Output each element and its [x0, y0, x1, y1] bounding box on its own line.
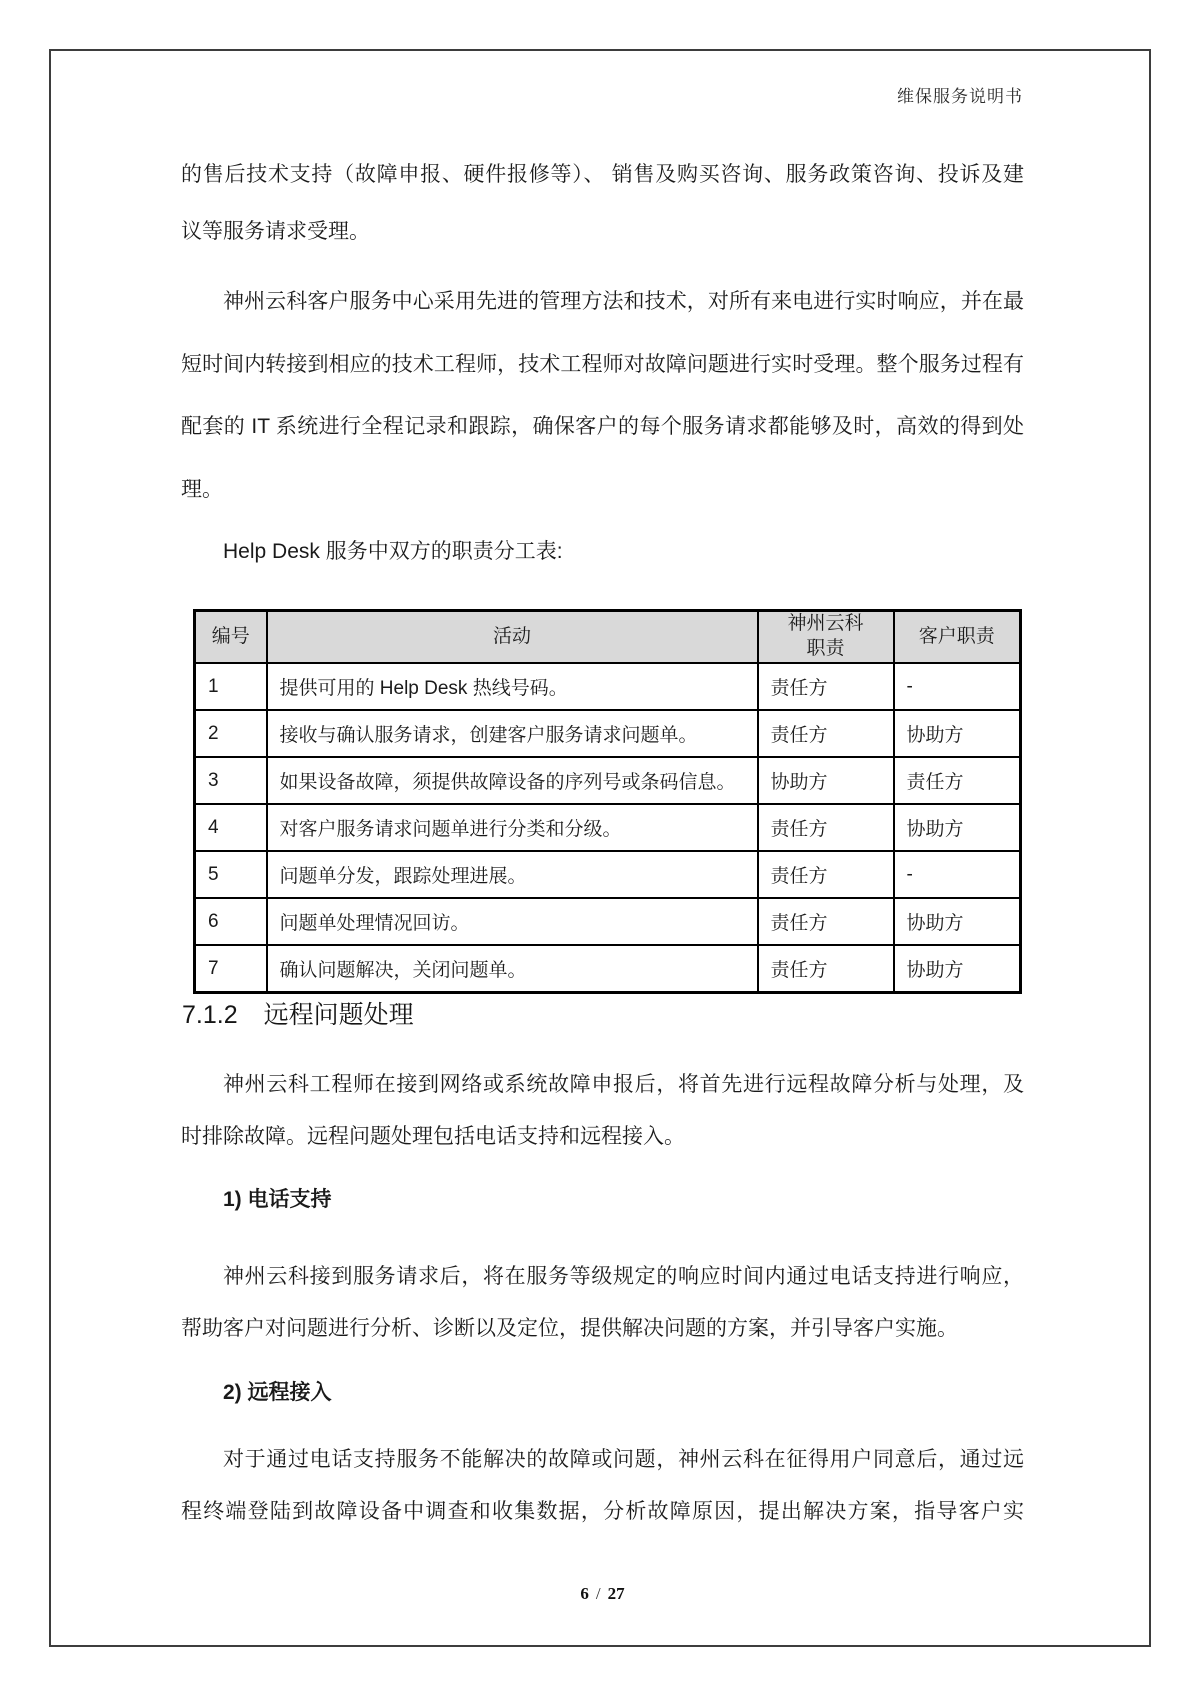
header-cell-customer: 客户职责 [894, 611, 1021, 664]
paragraph-2-line-4: 理。 [181, 478, 223, 501]
cell-vendor-role: 协助方 [758, 757, 894, 804]
page-total: 27 [607, 1584, 625, 1603]
header-cell-no: 编号 [195, 611, 267, 664]
paragraph-3-line-2: 时排除故障。远程问题处理包括电话支持和远程接入。 [181, 1125, 685, 1148]
paragraph-5-line-2: 程终端登陆到故障设备中调查和收集数据，分析故障原因，提出解决方案，指导客户实 [181, 1500, 1024, 1523]
cell-customer-role: 责任方 [894, 757, 1021, 804]
paragraph-2-line-1: 神州云科客户服务中心采用先进的管理方法和技术，对所有来电进行实时响应，并在最 [223, 290, 1024, 313]
header-cell-activity: 活动 [267, 611, 758, 664]
paragraph-1-line-2: 议等服务请求受理。 [181, 220, 370, 243]
table-row [195, 945, 1021, 993]
running-header-title: 维保服务说明书 [897, 87, 1023, 106]
table-row [195, 804, 1021, 851]
content-area [181, 0, 1024, 1698]
paragraph-4-line-1: 神州云科接到服务请求后，将在服务等级规定的响应时间内通过电话支持进行响应， [223, 1265, 1024, 1288]
header-cell-vendor [758, 611, 894, 664]
page-number-separator: / [595, 1584, 601, 1603]
cell-customer-role: 协助方 [894, 710, 1021, 757]
cell-activity: 问题单处理情况回访。 [267, 898, 758, 945]
header-cell-vendor-text: 神州云科职责 [787, 613, 864, 659]
cell-no: 6 [195, 898, 267, 945]
paragraph-1-line-1: 的售后技术支持（故障申报、硬件报修等）、 销售及购买咨询、服务政策咨询、投诉及建 [181, 163, 1024, 186]
subheading-remote-access: 2) 远程接入 [223, 1381, 332, 1404]
cell-activity: 问题单分发，跟踪处理进展。 [267, 851, 758, 898]
cell-vendor-role: 责任方 [758, 804, 894, 851]
table-header-row [195, 611, 1021, 664]
table-row [195, 898, 1021, 945]
section-number: 7.1.2 [182, 1001, 238, 1029]
cell-customer-role: - [894, 663, 1021, 710]
cell-no: 7 [195, 945, 267, 993]
page-footer [181, 1584, 1024, 1604]
cell-no: 1 [195, 663, 267, 710]
cell-activity: 接收与确认服务请求，创建客户服务请求问题单。 [267, 710, 758, 757]
cell-no: 4 [195, 804, 267, 851]
cell-vendor-role: 责任方 [758, 710, 894, 757]
cell-no: 2 [195, 710, 267, 757]
paragraph-2-line-3: 配套的 IT 系统进行全程记录和跟踪，确保客户的每个服务请求都能够及时，高效的得到处 [181, 415, 1024, 438]
cell-vendor-role: 责任方 [758, 663, 894, 710]
cell-no: 3 [195, 757, 267, 804]
cell-no: 5 [195, 851, 267, 898]
table-row [195, 663, 1021, 710]
cell-vendor-role: 责任方 [758, 898, 894, 945]
section-title: 远程问题处理 [263, 1001, 414, 1029]
cell-vendor-role: 责任方 [758, 851, 894, 898]
cell-activity: 对客户服务请求问题单进行分类和分级。 [267, 804, 758, 851]
table-row [195, 757, 1021, 804]
helpdesk-table-caption: Help Desk 服务中双方的职责分工表: [223, 540, 563, 563]
paragraph-2-line-2: 短时间内转接到相应的技术工程师，技术工程师对故障问题进行实时受理。整个服务过程有 [181, 353, 1024, 376]
cell-customer-role: - [894, 851, 1021, 898]
cell-customer-role: 协助方 [894, 945, 1021, 993]
paragraph-4-line-2: 帮助客户对问题进行分析、诊断以及定位，提供解决问题的方案，并引导客户实施。 [181, 1317, 958, 1340]
page-number: 6 [580, 1584, 589, 1603]
section-heading [182, 998, 414, 1032]
table-row [195, 710, 1021, 757]
cell-activity: 确认问题解决，关闭问题单。 [267, 945, 758, 993]
cell-customer-role: 协助方 [894, 804, 1021, 851]
cell-customer-role: 协助方 [894, 898, 1021, 945]
responsibility-table [193, 609, 1022, 994]
paragraph-5-line-1: 对于通过电话支持服务不能解决的故障或问题，神州云科在征得用户同意后，通过远 [223, 1448, 1024, 1471]
cell-activity: 提供可用的 Help Desk 热线号码。 [267, 663, 758, 710]
subheading-phone-support: 1) 电话支持 [223, 1188, 332, 1211]
cell-activity: 如果设备故障，须提供故障设备的序列号或条码信息。 [267, 757, 758, 804]
cell-vendor-role: 责任方 [758, 945, 894, 993]
paragraph-3-line-1: 神州云科工程师在接到网络或系统故障申报后，将首先进行远程故障分析与处理，及 [223, 1073, 1024, 1096]
table-row [195, 851, 1021, 898]
